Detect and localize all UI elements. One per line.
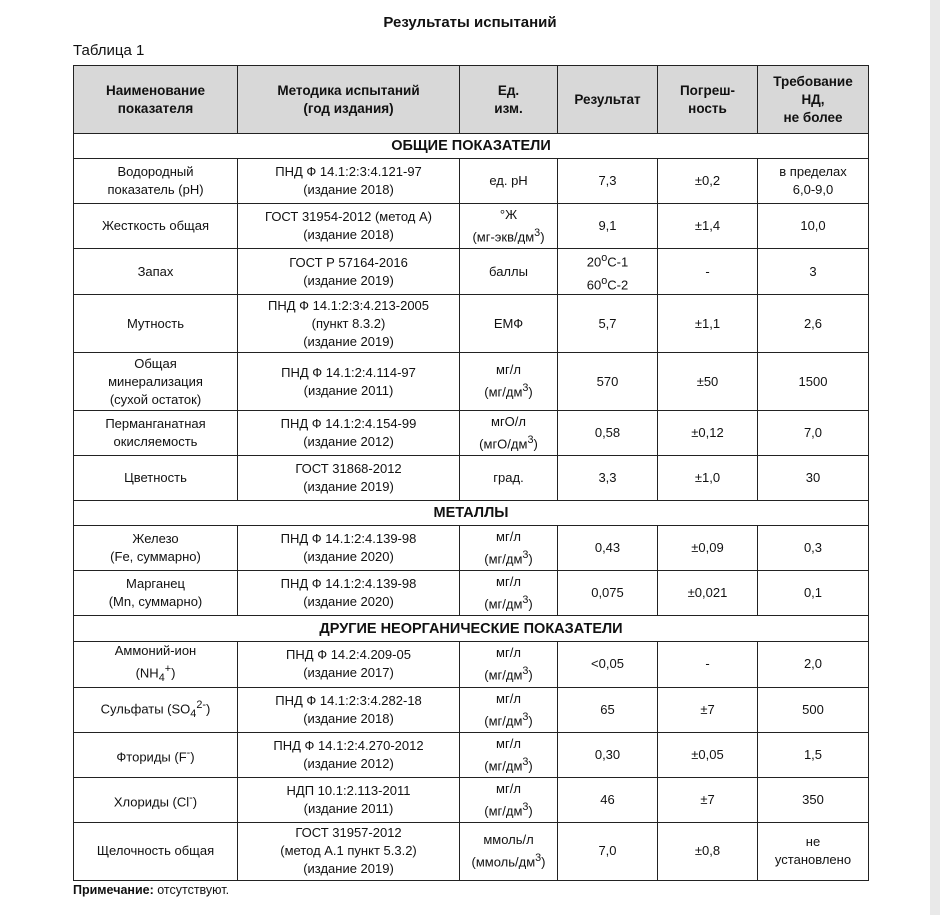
- cell-method: ГОСТ Р 57164-2016 (издание 2019): [238, 249, 460, 295]
- cell-name: Водородный показатель (pH): [74, 159, 238, 204]
- cell-error: ±0,2: [658, 159, 758, 204]
- cell-error: ±50: [658, 353, 758, 411]
- cell-result: 0,58: [558, 411, 658, 456]
- cell-unit: мг/л $(мг/дм^3)$: [460, 777, 558, 822]
- cell-unit: баллы: [460, 249, 558, 295]
- cell-requirement: 0,3: [758, 526, 869, 571]
- cell-requirement: 1500: [758, 353, 869, 411]
- cell-unit: мг/л $(мг/дм^3)$: [460, 571, 558, 616]
- cell-result: 5,7: [558, 295, 658, 353]
- table-row: [74, 571, 869, 616]
- table-caption: Таблица 1: [73, 42, 145, 59]
- table-row: [74, 353, 869, 411]
- cell-result: 0,075: [558, 571, 658, 616]
- cell-unit: ЕМФ: [460, 295, 558, 353]
- cell-method: ПНД Ф 14.1:2:4.270-2012 (издание 2012): [238, 732, 460, 777]
- cell-error: ±1,4: [658, 204, 758, 249]
- table-note: [73, 883, 229, 897]
- header-result: Результат: [558, 66, 658, 134]
- table-row: [74, 642, 869, 688]
- cell-method: ГОСТ 31954-2012 (метод А) (издание 2018): [238, 204, 460, 249]
- cell-requirement: 0,1: [758, 571, 869, 616]
- cell-requirement: 500: [758, 687, 869, 732]
- cell-method: ПНД Ф 14.1:2:3:4.213-2005 (пункт 8.3.2) (издание 2019): [238, 295, 460, 353]
- cell-error: ±7: [658, 777, 758, 822]
- cell-result: 65: [558, 687, 658, 732]
- cell-requirement: 2,6: [758, 295, 869, 353]
- cell-unit: мг/л $(мг/дм^3)$: [460, 526, 558, 571]
- cell-error: ±7: [658, 687, 758, 732]
- cell-unit: ед. pH: [460, 159, 558, 204]
- cell-name: Цветность: [74, 456, 238, 501]
- cell-error: ±0,09: [658, 526, 758, 571]
- document-title: Результаты испытаний: [383, 14, 557, 31]
- results-table: [73, 65, 869, 881]
- header-unit: Ед. изм.: [460, 66, 558, 134]
- cell-unit: мгО/л $(мгО/дм^3)$: [460, 411, 558, 456]
- cell-unit: мг/л $(мг/дм^3)$: [460, 353, 558, 411]
- cell-error: ±0,8: [658, 822, 758, 880]
- cell-method: ПНД Ф 14.1:2:3:4.282-18 (издание 2018): [238, 687, 460, 732]
- section-row-metals: [74, 501, 869, 526]
- cell-name: Железо (Fe, суммарно): [74, 526, 238, 571]
- cell-method: ГОСТ 31957-2012 (метод А.1 пункт 5.3.2) (издание 2019): [238, 822, 460, 880]
- table-row: [74, 777, 869, 822]
- section-row-other: [74, 616, 869, 642]
- table-row: [74, 411, 869, 456]
- header-requirement: Требование НД, не более: [758, 66, 869, 134]
- cell-method: ПНД Ф 14.2:4.209-05 (издание 2017): [238, 642, 460, 688]
- cell-method: ГОСТ 31868-2012 (издание 2019): [238, 456, 460, 501]
- cell-name: Аммоний-ион $(NH_4^+)$: [74, 642, 238, 688]
- cell-requirement: 10,0: [758, 204, 869, 249]
- cell-error: ±1,1: [658, 295, 758, 353]
- table-row: [74, 456, 869, 501]
- cell-result: <0,05: [558, 642, 658, 688]
- cell-error: ±1,0: [658, 456, 758, 501]
- page-edge: [930, 0, 940, 915]
- cell-unit: мг/л $(мг/дм^3)$: [460, 687, 558, 732]
- cell-unit: мг/л $(мг/дм^3)$: [460, 732, 558, 777]
- cell-name: Мутность: [74, 295, 238, 353]
- table-row: [74, 159, 869, 204]
- cell-method: ПНД Ф 14.1:2:4.154-99 (издание 2012): [238, 411, 460, 456]
- cell-unit: град.: [460, 456, 558, 501]
- header-error: Погреш- ность: [658, 66, 758, 134]
- table-row: [74, 687, 869, 732]
- header-method: Методика испытаний (год издания): [238, 66, 460, 134]
- note-label: Примечание:: [73, 883, 154, 897]
- cell-result: 0,43: [558, 526, 658, 571]
- cell-name: Общая минерализация (сухой остаток): [74, 353, 238, 411]
- cell-requirement: 30: [758, 456, 869, 501]
- cell-name: Запах: [74, 249, 238, 295]
- header-name: Наименование показателя: [74, 66, 238, 134]
- cell-result: 20$^o$С-1 60$^o$С-2: [558, 249, 658, 295]
- cell-requirement: не установлено: [758, 822, 869, 880]
- cell-requirement: 7,0: [758, 411, 869, 456]
- cell-result: 7,3: [558, 159, 658, 204]
- cell-result: 9,1: [558, 204, 658, 249]
- cell-unit: ммоль/л $(ммоль/дм^3)$: [460, 822, 558, 880]
- cell-result: 3,3: [558, 456, 658, 501]
- cell-method: НДП 10.1:2.113-2011 (издание 2011): [238, 777, 460, 822]
- cell-name: Фториды (F-): [74, 732, 238, 777]
- cell-result: 7,0: [558, 822, 658, 880]
- cell-error: -: [658, 249, 758, 295]
- table-row: [74, 204, 869, 249]
- cell-method: ПНД Ф 14.1:2:4.139-98 (издание 2020): [238, 526, 460, 571]
- cell-unit: °Ж $(мг-экв/дм^3)$: [460, 204, 558, 249]
- cell-result: 46: [558, 777, 658, 822]
- cell-requirement: 1,5: [758, 732, 869, 777]
- note-text: отсутствуют.: [153, 883, 230, 897]
- cell-name: Перманганатная окисляемость: [74, 411, 238, 456]
- cell-name: Щелочность общая: [74, 822, 238, 880]
- cell-error: ±0,05: [658, 732, 758, 777]
- cell-method: ПНД Ф 14.1:2:4.114-97 (издание 2011): [238, 353, 460, 411]
- cell-unit: мг/л $(мг/дм^3)$: [460, 642, 558, 688]
- cell-error: ±0,12: [658, 411, 758, 456]
- cell-name: Сульфаты $(SO_4^{2-})$: [74, 687, 238, 732]
- table-header-row: [74, 66, 869, 134]
- cell-name: Хлориды (Cl-): [74, 777, 238, 822]
- table-row: [74, 526, 869, 571]
- section-title: МЕТАЛЛЫ: [74, 501, 869, 526]
- table-row: [74, 295, 869, 353]
- cell-result: 0,30: [558, 732, 658, 777]
- cell-requirement: 350: [758, 777, 869, 822]
- cell-error: -: [658, 642, 758, 688]
- section-row-general: [74, 134, 869, 159]
- cell-name: Жесткость общая: [74, 204, 238, 249]
- section-title: ДРУГИЕ НЕОРГАНИЧЕСКИЕ ПОКАЗАТЕЛИ: [74, 616, 869, 642]
- cell-requirement: 2,0: [758, 642, 869, 688]
- table-row: [74, 249, 869, 295]
- section-title: ОБЩИЕ ПОКАЗАТЕЛИ: [74, 134, 869, 159]
- cell-method: ПНД Ф 14.1:2:3:4.121-97 (издание 2018): [238, 159, 460, 204]
- cell-requirement: в пределах 6,0-9,0: [758, 159, 869, 204]
- cell-result: 570: [558, 353, 658, 411]
- table-row: [74, 822, 869, 880]
- cell-error: ±0,021: [658, 571, 758, 616]
- cell-requirement: 3: [758, 249, 869, 295]
- cell-name: Марганец (Mn, суммарно): [74, 571, 238, 616]
- cell-method: ПНД Ф 14.1:2:4.139-98 (издание 2020): [238, 571, 460, 616]
- table-row: [74, 732, 869, 777]
